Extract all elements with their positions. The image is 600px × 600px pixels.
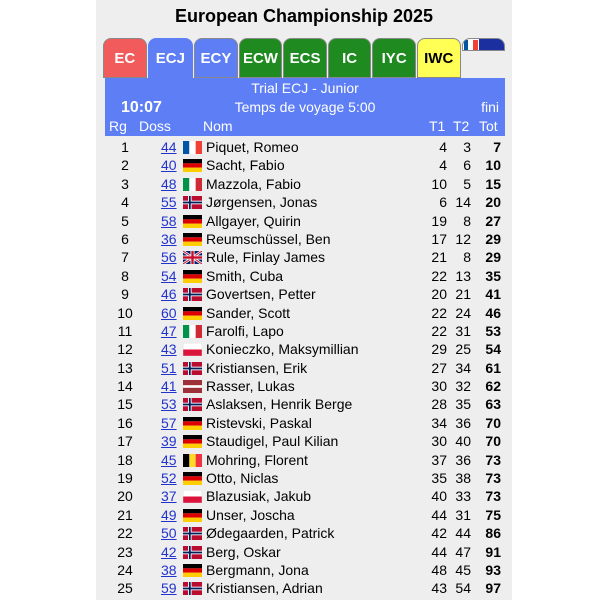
table-row — [105, 193, 505, 211]
germany-flag-icon — [183, 564, 202, 577]
rank: 8 — [121, 267, 129, 284]
rider-name: Otto, Niclas — [206, 470, 279, 487]
total-score: 86 — [485, 525, 501, 542]
table-row — [105, 304, 505, 322]
lap2-score: 31 — [455, 506, 471, 523]
lap2-score: 47 — [455, 543, 471, 560]
italy-flag-icon — [183, 325, 202, 338]
column-headers — [105, 118, 505, 136]
rank: 14 — [117, 378, 133, 395]
lap1-score: 29 — [431, 341, 447, 358]
rider-name: Berg, Oskar — [206, 543, 281, 560]
lap2-score: 21 — [455, 286, 471, 303]
germany-flag-icon — [183, 472, 202, 485]
lap2-score: 32 — [455, 378, 471, 395]
lap1-score: 19 — [431, 212, 447, 229]
total-score: 10 — [485, 157, 501, 174]
table-row — [105, 524, 505, 542]
total-score: 62 — [485, 378, 501, 395]
rank: 19 — [117, 470, 133, 487]
france-flag-icon — [183, 141, 202, 154]
table-row — [105, 138, 505, 156]
germany-flag-icon — [183, 417, 202, 430]
lap2-score: 5 — [463, 175, 471, 192]
rank: 23 — [117, 543, 133, 560]
bib-link[interactable]: 39 — [161, 433, 177, 450]
lap1-score: 30 — [431, 433, 447, 450]
page-title: European Championship 2025 — [174, 6, 434, 26]
table-row — [105, 212, 505, 230]
lap2-score: 35 — [455, 396, 471, 413]
latvia-flag-icon — [183, 380, 202, 393]
lap1-score: 27 — [431, 359, 447, 376]
total-score: 54 — [485, 341, 501, 358]
rank: 6 — [121, 230, 129, 247]
bib-link[interactable]: 55 — [161, 194, 177, 211]
norway-flag-icon — [183, 398, 202, 411]
lap2-score: 13 — [455, 267, 471, 284]
table-row — [105, 469, 505, 487]
total-score: 73 — [485, 451, 501, 468]
lap1-score: 35 — [431, 470, 447, 487]
bib-link[interactable]: 42 — [161, 543, 177, 560]
bib-link[interactable]: 37 — [161, 488, 177, 505]
rider-name: Rasser, Lukas — [206, 378, 295, 395]
rank: 17 — [117, 433, 133, 450]
total-score: 97 — [485, 580, 501, 597]
bib-link[interactable]: 36 — [161, 230, 177, 247]
total-score: 61 — [485, 359, 501, 376]
total-score: 73 — [485, 470, 501, 487]
results-header — [105, 78, 505, 136]
lap1-score: 4 — [439, 157, 447, 174]
tab-ecy[interactable]: ECY — [194, 38, 238, 78]
uk-flag-icon — [183, 251, 202, 264]
lap1-score: 43 — [431, 580, 447, 597]
tab-ecs[interactable]: ECS — [283, 38, 327, 78]
rider-name: Bergmann, Jona — [206, 561, 309, 578]
norway-flag-icon — [183, 546, 202, 559]
lap1-score: 4 — [439, 139, 447, 155]
table-row — [105, 506, 505, 524]
rank: 7 — [121, 249, 129, 266]
table-row — [105, 156, 505, 174]
total-score: 20 — [485, 194, 501, 211]
rider-name: Jørgensen, Jonas — [206, 194, 318, 211]
lap2-score: 8 — [463, 212, 471, 229]
rank: 3 — [121, 175, 129, 192]
lap2-score: 8 — [463, 249, 471, 266]
table-row — [105, 414, 505, 432]
table-row — [105, 451, 505, 469]
norway-flag-icon — [183, 288, 202, 301]
lap1-score: 22 — [431, 267, 447, 284]
table-row — [105, 340, 505, 358]
results-table — [105, 138, 505, 598]
table-row — [105, 487, 505, 505]
lap2-score: 3 — [463, 139, 471, 155]
table-row — [105, 175, 505, 193]
total-score: 29 — [485, 230, 501, 247]
bib-link[interactable]: 48 — [161, 175, 177, 192]
table-row — [105, 395, 505, 413]
italy-flag-icon — [183, 178, 202, 191]
lap1-score: 40 — [431, 488, 447, 505]
total-score: 70 — [485, 414, 501, 431]
trial-name: Trial ECJ - Junior — [251, 80, 359, 96]
bib-link[interactable]: 38 — [161, 561, 177, 578]
lap2-score: 36 — [455, 451, 471, 468]
lap1-score: 21 — [431, 249, 447, 266]
table-row — [105, 561, 505, 579]
lap2-score: 12 — [455, 230, 471, 247]
total-score: 41 — [485, 286, 501, 303]
germany-flag-icon — [183, 509, 202, 522]
total-score: 7 — [493, 139, 501, 155]
table-row — [105, 248, 505, 266]
rider-name: Ødegaarden, Patrick — [206, 525, 335, 542]
rank: 13 — [117, 359, 133, 376]
rank: 20 — [117, 488, 133, 505]
rank: 12 — [117, 341, 133, 358]
rank: 10 — [117, 304, 133, 321]
lap1-score: 20 — [431, 286, 447, 303]
lap1-score: 22 — [431, 304, 447, 321]
tab-ic[interactable]: IC — [328, 38, 372, 78]
table-row — [105, 377, 505, 395]
lap2-score: 14 — [455, 194, 471, 211]
tab-ec[interactable]: EC — [103, 38, 147, 78]
bib-link[interactable]: 52 — [161, 470, 177, 487]
lap1-score: 37 — [431, 451, 447, 468]
bib-link[interactable]: 56 — [161, 249, 177, 266]
total-score: 15 — [485, 175, 501, 192]
lap1-score: 44 — [431, 543, 447, 560]
germany-flag-icon — [183, 233, 202, 246]
col-t1: T1 — [429, 118, 446, 134]
norway-flag-icon — [183, 196, 202, 209]
tab-language-fr[interactable] — [462, 38, 506, 51]
rider-name: Smith, Cuba — [206, 267, 284, 284]
rider-name: Unser, Joscha — [206, 506, 295, 523]
lap1-score: 10 — [431, 175, 447, 192]
rider-name: Farolfi, Lapo — [206, 322, 284, 339]
rank: 9 — [121, 286, 129, 303]
bib-link[interactable]: 59 — [161, 580, 177, 597]
lap2-score: 54 — [455, 580, 471, 597]
total-score: 46 — [485, 304, 501, 321]
table-row — [105, 359, 505, 377]
total-score: 29 — [485, 249, 501, 266]
bib-link[interactable]: 57 — [161, 414, 177, 431]
norway-flag-icon — [183, 362, 202, 375]
rider-name: Konieczko, Maksymillian — [206, 341, 359, 358]
table-row — [105, 230, 505, 248]
table-row — [105, 543, 505, 561]
germany-flag-icon — [183, 435, 202, 448]
col-total: Tot — [479, 118, 498, 134]
french-flag-icon — [463, 39, 479, 51]
lap2-score: 45 — [455, 561, 471, 578]
lap2-score: 24 — [455, 304, 471, 321]
rider-name: Allgayer, Quirin — [206, 212, 301, 229]
total-score: 91 — [485, 543, 501, 560]
lap1-score: 6 — [439, 194, 447, 211]
lap2-score: 34 — [455, 359, 471, 376]
table-row — [105, 322, 505, 340]
rank: 2 — [121, 157, 129, 174]
rider-name: Rule, Finlay James — [206, 249, 326, 266]
germany-flag-icon — [183, 307, 202, 320]
lap2-score: 6 — [463, 157, 471, 174]
rank: 16 — [117, 414, 133, 431]
belgium-flag-icon — [183, 454, 202, 467]
table-row — [105, 285, 505, 303]
col-rank: Rg — [109, 118, 127, 134]
lap2-score: 44 — [455, 525, 471, 542]
clock: 10:07 — [121, 99, 162, 116]
rank: 21 — [117, 506, 133, 523]
bib-link[interactable]: 53 — [161, 396, 177, 413]
total-score: 35 — [485, 267, 501, 284]
col-bib: Doss — [139, 118, 171, 134]
rider-name: Aslaksen, Henrik Berge — [206, 396, 353, 413]
bib-link[interactable]: 60 — [161, 304, 177, 321]
lap2-score: 31 — [455, 322, 471, 339]
rider-name: Reumschüssel, Ben — [206, 230, 331, 247]
poland-flag-icon — [183, 343, 202, 356]
bib-link[interactable]: 40 — [161, 157, 177, 174]
table-row — [105, 579, 505, 597]
rider-name: Mazzola, Fabio — [206, 175, 301, 192]
rank: 18 — [117, 451, 133, 468]
category-tabs — [103, 38, 506, 78]
lap2-score: 38 — [455, 470, 471, 487]
total-score: 73 — [485, 488, 501, 505]
bib-link[interactable]: 47 — [161, 322, 177, 339]
rank: 25 — [117, 580, 133, 597]
total-score: 93 — [485, 561, 501, 578]
total-score: 27 — [485, 212, 501, 229]
rider-name: Staudigel, Paul Kilian — [206, 433, 339, 450]
rank: 4 — [121, 194, 129, 211]
rider-name: Govertsen, Petter — [206, 286, 316, 303]
lap1-score: 30 — [431, 378, 447, 395]
rider-name: Kristiansen, Adrian — [206, 580, 323, 597]
norway-flag-icon — [183, 582, 202, 595]
total-score: 75 — [485, 506, 501, 523]
rank: 5 — [121, 212, 129, 229]
rank: 11 — [117, 322, 133, 339]
bib-link[interactable]: 43 — [161, 341, 177, 358]
bib-link[interactable]: 51 — [161, 359, 177, 376]
table-row — [105, 267, 505, 285]
bib-link[interactable]: 45 — [161, 451, 177, 468]
rank: 22 — [117, 525, 133, 542]
col-t2: T2 — [453, 118, 470, 134]
status-finished: fini — [481, 99, 499, 115]
bib-link[interactable]: 50 — [161, 525, 177, 542]
rank: 1 — [121, 139, 129, 155]
rider-name: Sacht, Fabio — [206, 157, 285, 174]
rider-name: Piquet, Romeo — [206, 139, 299, 155]
lap1-score: 22 — [431, 322, 447, 339]
col-name: Nom — [203, 118, 233, 134]
bib-link[interactable]: 44 — [161, 139, 177, 155]
rider-name: Kristiansen, Erik — [206, 359, 308, 376]
lap1-score: 28 — [431, 396, 447, 413]
lap1-score: 44 — [431, 506, 447, 523]
table-row — [105, 432, 505, 450]
lap1-score: 34 — [431, 414, 447, 431]
lap1-score: 48 — [431, 561, 447, 578]
rank: 24 — [117, 561, 133, 578]
lap2-score: 36 — [455, 414, 471, 431]
lap1-score: 42 — [431, 525, 447, 542]
germany-flag-icon — [183, 270, 202, 283]
norway-flag-icon — [183, 527, 202, 540]
total-score: 70 — [485, 433, 501, 450]
tab-iwc[interactable]: IWC — [417, 38, 461, 78]
rider-name: Ristevski, Paskal — [206, 414, 312, 431]
bib-link[interactable]: 58 — [161, 212, 177, 229]
germany-flag-icon — [183, 159, 202, 172]
lap2-score: 33 — [455, 488, 471, 505]
lap1-score: 17 — [431, 230, 447, 247]
germany-flag-icon — [183, 215, 202, 228]
lap2-score: 25 — [455, 341, 471, 358]
bib-link[interactable]: 46 — [161, 286, 177, 303]
tab-ecj[interactable]: ECJ — [148, 38, 194, 78]
rank: 15 — [117, 396, 133, 413]
tab-ecw[interactable]: ECW — [239, 38, 283, 78]
poland-flag-icon — [183, 490, 202, 503]
tab-iyc[interactable]: IYC — [372, 38, 416, 78]
bib-link[interactable]: 54 — [161, 267, 177, 284]
total-score: 63 — [485, 396, 501, 413]
rider-name: Mohring, Florent — [206, 451, 308, 468]
rider-name: Blazusiak, Jakub — [206, 488, 312, 505]
travel-time: Temps de voyage 5:00 — [234, 99, 376, 115]
bib-link[interactable]: 49 — [161, 506, 177, 523]
rider-name: Sander, Scott — [206, 304, 291, 321]
lap2-score: 40 — [455, 433, 471, 450]
bib-link[interactable]: 41 — [161, 378, 177, 395]
total-score: 53 — [485, 322, 501, 339]
